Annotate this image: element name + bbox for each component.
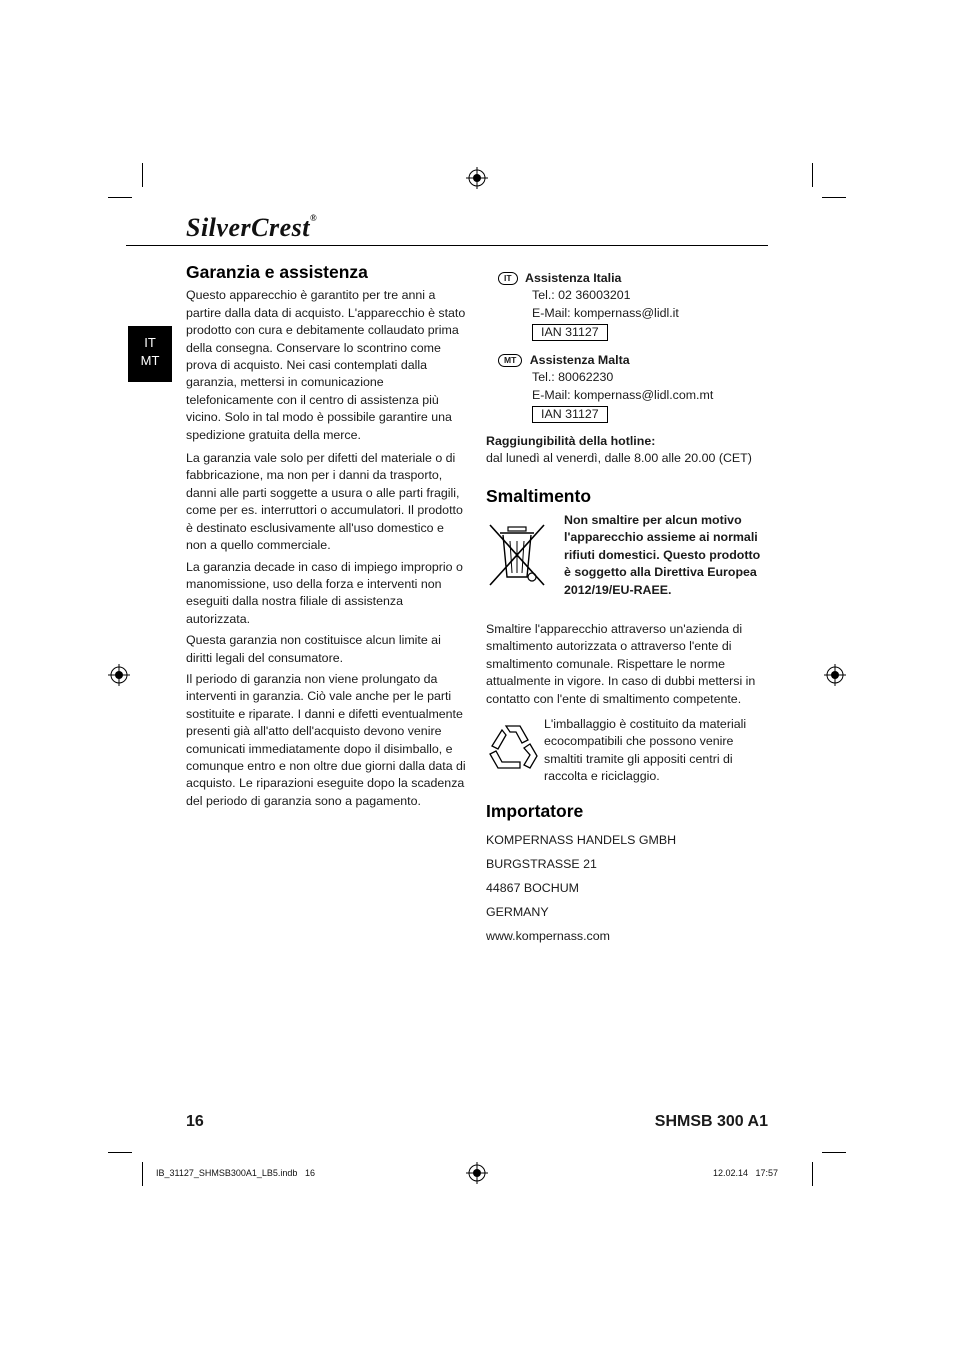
brand-name: SilverCrest bbox=[186, 213, 310, 242]
disposal-warning: Non smaltire per alcun motivo l'apparecchio assieme ai normali rifiuti domestici. Questo prodotto è soggetto alla Direttiva Europea 2012/19/EU-RAEE. bbox=[564, 513, 761, 597]
brand-reg: ® bbox=[309, 213, 318, 223]
registration-mark-icon bbox=[466, 1162, 488, 1184]
service-mt-tel: Tel.: 80062230 bbox=[532, 370, 614, 385]
hotline-text: dal lunedì al venerdì, dalle 8.00 alle 20.00 (CET) bbox=[486, 451, 752, 466]
service-mt bbox=[498, 352, 768, 424]
service-mt-title: Assistenza Malta bbox=[529, 353, 630, 367]
importer-web: www.kompernass.com bbox=[486, 929, 610, 944]
language-tab-it: IT bbox=[144, 335, 156, 350]
crop-mark bbox=[108, 197, 132, 198]
warranty-paragraph-4: Questa garanzia non costituisce alcun limite ai diritti legali del consumatore. bbox=[186, 633, 441, 665]
warranty-paragraph-3: La garanzia decade in caso di impiego improprio o manomissione, uso della forza e interventi non eseguiti dalla nostra filiale di assistenza autorizzata. bbox=[186, 559, 463, 626]
disposal-section bbox=[486, 486, 591, 507]
importer-title: Importatore bbox=[486, 801, 584, 821]
registration-mark-icon bbox=[108, 664, 130, 686]
service-mt-email: E-Mail: kompernass@lidl.com.mt bbox=[532, 387, 714, 402]
importer-line-4: GERMANY bbox=[486, 905, 549, 920]
recycle-icon bbox=[486, 720, 540, 772]
warranty-paragraph-5: Il periodo di garanzia non viene prolungato da interventi in garanzia. Ciò vale anche per le parti sostituite e riparate. I danni e difetti eventualmente presenti già all'atto dell'acquisto devono venire comunicati immediatamente dopo il disimballo, e comunque entro e non oltre due giorni dalla data di acquisto. Le riparazioni eseguite dopo la scadenza del periodo di garanzia sono a pagamento. bbox=[186, 671, 466, 808]
crossed-bin-icon bbox=[486, 519, 548, 591]
importer-section bbox=[486, 803, 768, 948]
service-it-email: E-Mail: kompernass@lidl.it bbox=[532, 305, 679, 320]
crop-mark bbox=[812, 1162, 813, 1186]
flag-mt: MT bbox=[498, 354, 522, 367]
header-rule bbox=[126, 245, 768, 246]
importer-line-2: BURGSTRASSE 21 bbox=[486, 857, 597, 872]
service-it-title: Assistenza Italia bbox=[525, 271, 622, 285]
hotline-title: Raggiungibilità della hotline: bbox=[486, 434, 656, 448]
importer-line-3: 44867 BOCHUM bbox=[486, 881, 579, 896]
warranty-paragraph-2: La garanzia vale solo per difetti del materiale o di fabbricazione, ma non per i danni da trasporto, danni alle parti soggette a usura o alle parti fragili, come per es. interruttori o accumulatori. Il prodotto è destinato esclusivamente all'uso domestico e non a quello commerciale. bbox=[186, 451, 463, 553]
crop-mark bbox=[142, 1162, 143, 1186]
disposal-paragraph: Smaltire l'apparecchio attraverso un'azienda di smaltimento autorizzata o attraverso l'ente di smaltimento comunale. Rispettare le norme attualmente in vigore. In caso di dubbi mettersi in contatto con l'ente di smaltimento competente. bbox=[486, 622, 756, 706]
disposal-title: Smaltimento bbox=[486, 486, 592, 506]
service-it bbox=[498, 270, 768, 342]
crop-mark bbox=[822, 197, 846, 198]
language-tab bbox=[128, 326, 172, 382]
warranty-title: Garanzia e assistenza bbox=[186, 262, 368, 282]
warranty-section bbox=[186, 264, 466, 814]
crop-mark bbox=[822, 1152, 846, 1153]
imprint-file: IB_31127_SHMSB300A1_LB5.indb 16 bbox=[156, 1168, 315, 1178]
service-it-tel: Tel.: 02 36003201 bbox=[532, 288, 631, 303]
warranty-paragraph-1: Questo apparecchio è garantito per tre anni a partire dalla data di acquisto. L'apparecchio è stato prodotto con cura e debitamente collaudato prima della consegna. Conservare lo scontrino come prova di acquisto. Nei casi contemplati dalla garanzia, mettersi in comunicazione telefonicamente con il centro di assistenza più vicino. Solo in tal modo è possibile garantire una spedizione gratuita della merce. bbox=[186, 288, 466, 442]
registration-mark-icon bbox=[466, 167, 488, 189]
hotline bbox=[486, 433, 768, 468]
crop-mark bbox=[142, 163, 143, 187]
crop-mark bbox=[812, 163, 813, 187]
brand-logo bbox=[186, 213, 317, 243]
model-number: SHMSB 300 A1 bbox=[654, 1113, 768, 1130]
packaging-text: L'imballaggio è costituito da materiali ecocompatibili che possono venire smaltiti tramite gli appositi centri di raccolta e riciclaggio. bbox=[544, 717, 747, 784]
crop-mark bbox=[108, 1152, 132, 1153]
imprint-date: 12.02.14 17:57 bbox=[712, 1168, 778, 1178]
service-mt-ian: IAN 31127 bbox=[532, 406, 608, 423]
service-it-ian: IAN 31127 bbox=[532, 324, 608, 341]
language-tab-mt: MT bbox=[140, 353, 160, 368]
page-number: 16 bbox=[186, 1113, 204, 1130]
registration-mark-icon bbox=[824, 664, 846, 686]
flag-it: IT bbox=[498, 272, 518, 285]
importer-line-1: KOMPERNASS HANDELS GMBH bbox=[486, 833, 677, 848]
